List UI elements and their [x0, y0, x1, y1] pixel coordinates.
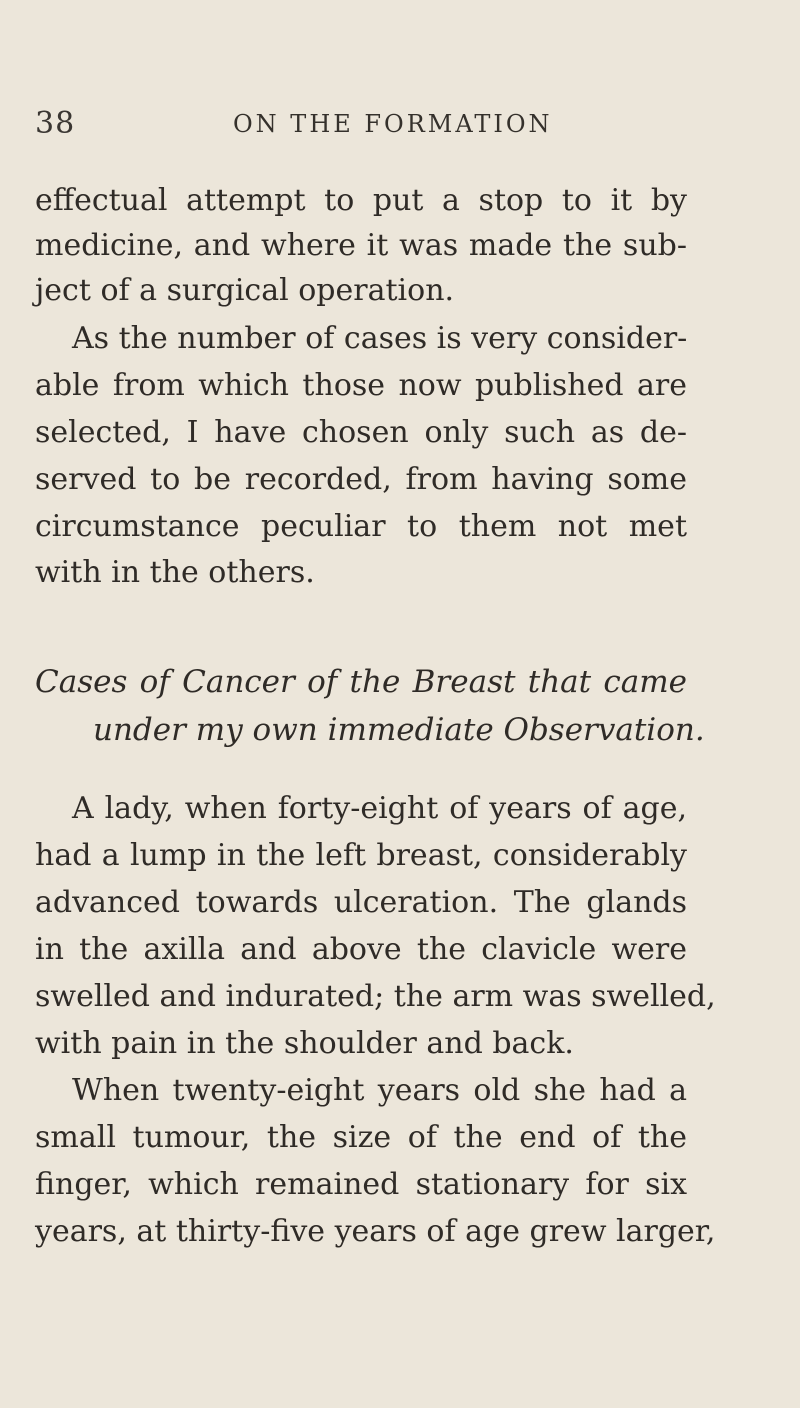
text-line: advanced towards ulceration. The glands	[35, 885, 687, 920]
text-line: A lady, when forty-eight of years of age,	[72, 791, 687, 826]
page-number: 38	[35, 106, 76, 141]
section-heading-line: Cases of Cancer of the Breast that came	[35, 664, 687, 700]
text-line: small tumour, the size of the end of the	[35, 1120, 687, 1155]
text-line: circumstance peculiar to them not met	[35, 509, 687, 544]
page-header	[35, 106, 700, 154]
text-line: swelled and indurated; the arm was swelled,	[35, 979, 716, 1014]
text-line: medicine, and where it was made the sub-	[35, 228, 687, 263]
text-line: served to be recorded, from having some	[35, 462, 687, 497]
text-line: had a lump in the left breast, considerably	[35, 838, 687, 873]
text-line: in the axilla and above the clavicle were	[35, 932, 687, 967]
text-line: with in the others.	[35, 555, 315, 590]
text-line: years, at thirty-five years of age grew larger,	[35, 1214, 716, 1249]
text-line: able from which those now published are	[35, 368, 687, 403]
text-line: selected, I have chosen only such as de-	[35, 415, 687, 450]
running-title: ON THE FORMATION	[233, 110, 553, 138]
section-heading-line: under my own immediate Observation.	[93, 712, 705, 748]
text-line: ject of a surgical operation.	[35, 273, 455, 308]
text-line: with pain in the shoulder and back.	[35, 1026, 574, 1061]
text-line: effectual attempt to put a stop to it by	[35, 183, 687, 218]
text-line: When twenty-eight years old she had a	[72, 1073, 687, 1108]
text-line: As the number of cases is very consider-	[72, 321, 688, 356]
text-line: finger, which remained stationary for six	[35, 1167, 687, 1202]
